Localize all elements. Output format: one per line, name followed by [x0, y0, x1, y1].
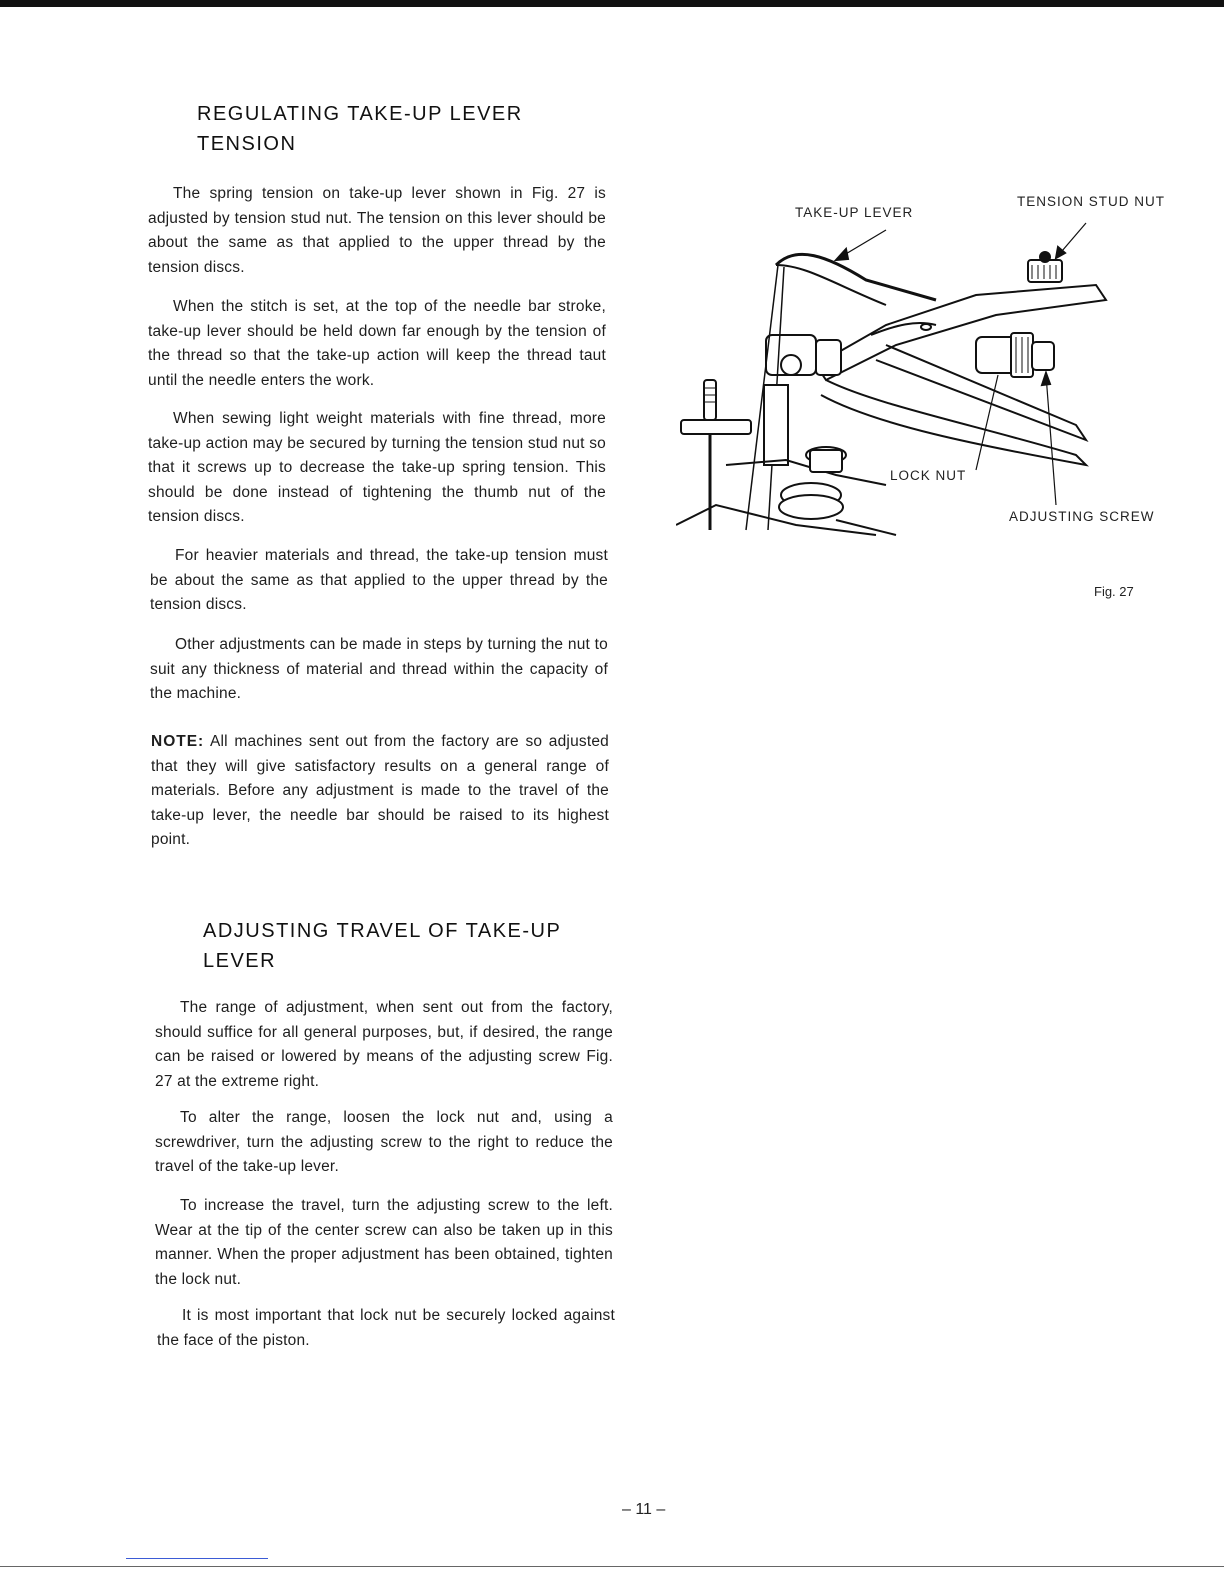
paragraph: Other adjustments can be made in steps by turning the nut to suit any thickness of material and thread within the capacity of the machine. — [150, 636, 608, 702]
paragraph: For heavier materials and thread, the take-up tension must be about the same as that applied to the upper thread by the tension discs. — [150, 547, 608, 613]
label-adjusting-screw: ADJUSTING SCREW — [1009, 509, 1155, 524]
label-lock-nut: LOCK NUT — [890, 468, 967, 483]
bottom-link-underline — [126, 1558, 268, 1559]
note-paragraph — [151, 730, 609, 853]
figure-27-illustration — [676, 185, 1216, 555]
figure-caption: Fig. 27 — [1094, 584, 1134, 599]
page-number: – 11 – — [622, 1501, 666, 1518]
paragraph: When sewing light weight materials with fine thread, more take-up action may be secured by turning the tension stud nut so that it screws up to decrease the take-up spring tension. This should be done instead of tightening the thumb nut of the tension discs. — [148, 410, 606, 525]
heading-line: REGULATING TAKE-UP LEVER — [197, 103, 523, 125]
section-heading-adjusting — [203, 916, 561, 976]
take-up-lever-mechanism-illustration — [676, 185, 1216, 555]
top-scan-border — [0, 0, 1224, 7]
section-heading-regulating — [197, 99, 523, 159]
paragraph: The range of adjustment, when sent out from the factory, should suffice for all general purposes, but, if desired, the range can be raised or lowered by means of the adjusting screw Fig. 27 at the extreme right. — [155, 999, 613, 1090]
paragraph: To alter the range, loosen the lock nut and, using a screwdriver, turn the adjusting screw to the right to reduce the travel of the take-up lever. — [155, 1109, 613, 1175]
label-tension-stud-nut: TENSION STUD NUT — [1017, 194, 1166, 209]
label-take-up-lever: TAKE-UP LEVER — [795, 205, 914, 220]
note-label: NOTE: — [151, 733, 205, 750]
paragraph: The spring tension on take-up lever shown in Fig. 27 is adjusted by tension stud nut. The tension on this lever should be about the same as that applied to the upper thread by the tension discs. — [148, 185, 606, 276]
heading-line: ADJUSTING TRAVEL OF TAKE-UP — [203, 920, 562, 942]
bottom-border — [0, 1566, 1224, 1567]
heading-line: TENSION — [197, 133, 297, 155]
paragraph: It is most important that lock nut be securely locked against the face of the piston. — [157, 1307, 615, 1349]
note-text: All machines sent out from the factory are so adjusted that they will give satisfactory results on a general range of materials. Before any adjustment is made to the travel of the take-up lever, the needle bar should be raised to its highest point. — [151, 733, 609, 848]
paragraph: To increase the travel, turn the adjusting screw to the left. Wear at the tip of the center screw can also be taken up in this manner. When the proper adjustment has been obtained, tighten the lock nut. — [155, 1197, 613, 1288]
paragraph: When the stitch is set, at the top of the needle bar stroke, take-up lever should be held down far enough by the tension of the thread so that the take-up action will keep the thread taut until the needle enters the work. — [148, 298, 606, 389]
heading-line: LEVER — [203, 950, 277, 972]
